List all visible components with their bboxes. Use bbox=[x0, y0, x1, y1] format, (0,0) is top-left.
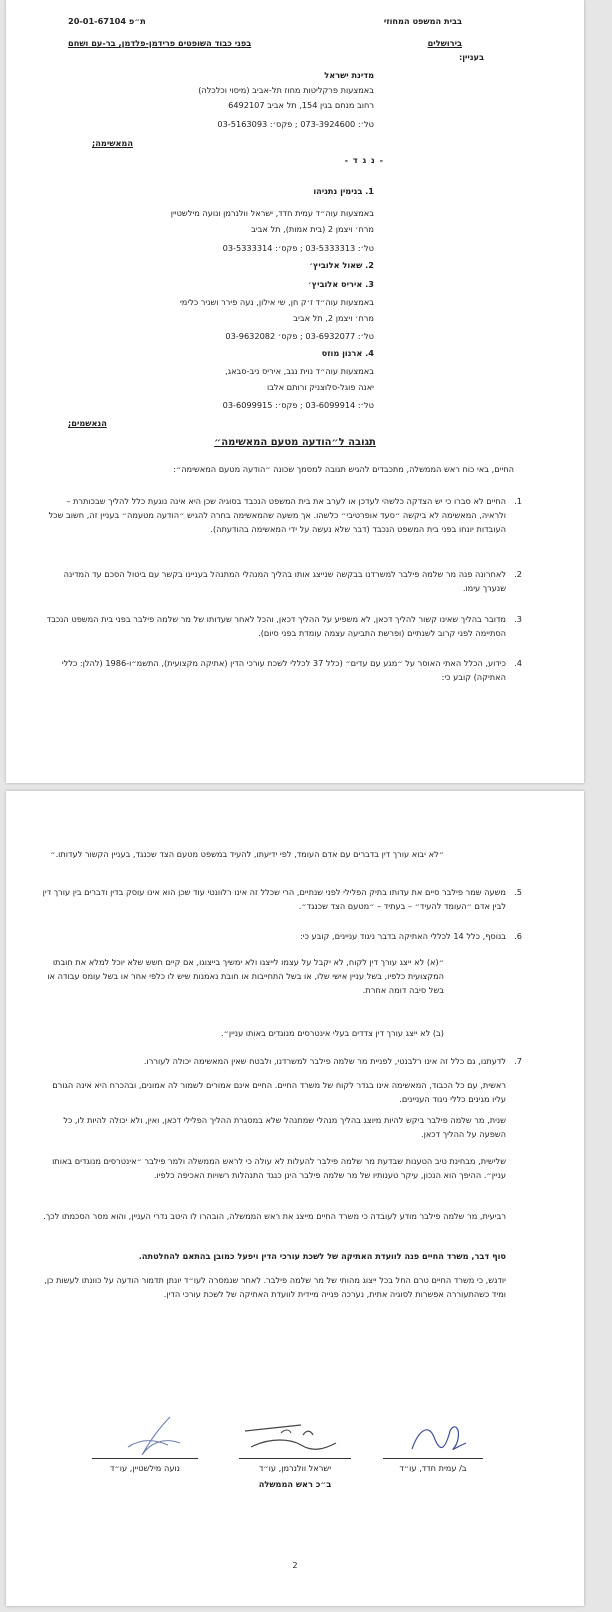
paragraph-2-text: לאחרונה פנה מר שלמה פילבר למשרדנו בבקשה שנייצג אותו בהליך המנהלי המתנהל בעניינו בקשר עם ביטול הסכם עד המדינה שנערך עימו. bbox=[63, 569, 506, 593]
defendant-4-line-1: באמצעות עוה״ד נוית נגב, איריס ניב-סבאג, bbox=[225, 366, 374, 376]
prosecution-address: רחוב מנחם בגין 154, תל אביב 6492107 bbox=[228, 100, 374, 110]
quote-rule-14-b: (ב) לא ייצג עורך דין צדדים בעלי אינטרסים מנוגדים באותו עניין״. bbox=[221, 1028, 444, 1038]
signature-name-3: נועה מילשטיין, עו״ד bbox=[110, 1463, 180, 1473]
matter-label: בעניין: bbox=[458, 52, 484, 62]
defendant-4-line-3: טל׳: 03-6099914 ; פקס׳: 03-6099915 bbox=[222, 400, 374, 410]
reason-fourth: רביעית, מר שלמה פילבר מודע לעובדה כי משרד החיים מייצג את ראש הממשלה, הובהרו לו היטב נדרי העניין, והוא מסר הסכמתו לכך. bbox=[43, 1211, 506, 1221]
paragraph-3-number: 3. bbox=[514, 614, 522, 624]
court-city: בירושלים bbox=[427, 38, 462, 48]
signature-line-3 bbox=[92, 1458, 198, 1459]
defendant-4-line-2: יאנה פוגל-סלוצניק ורותם אלבו bbox=[266, 382, 374, 392]
signature-line-1 bbox=[383, 1458, 483, 1459]
defendant-1-line-2: מרח׳ ויצמן 2 (בית אמות), תל אביב bbox=[251, 224, 374, 234]
versus-line: - נ ג ד - bbox=[344, 155, 384, 165]
signature-amit-haddad bbox=[404, 1419, 474, 1459]
prosecution-name: מדינת ישראל bbox=[324, 70, 374, 80]
defendant-3-name: 3. איריס אלוביץ׳ bbox=[308, 279, 374, 289]
quote-rule-14-a: ״(א) לא ייצג עורך דין לקוח, לא יקבל על עצמו לייצגו ולא ימשיך בייצוגו, אם קיים חשש שלא יוכל למלא את חובתו המקצועית כלפיו, בשל עניין אישי שלו, או בשל התחייבות או חובת נאמנות שיש לו כלפי אחר או בשל עומס עבודה או בשל סיבה דומה אחרת. bbox=[47, 957, 444, 995]
prosecution-phone: טל׳: 073-3924600 ; פקס׳: 03-5163093 bbox=[217, 119, 374, 129]
signature-line-2 bbox=[239, 1458, 351, 1459]
judges-line: בפני כבוד השופטים פרידמן-פלדמן, בר-עם ושחם bbox=[68, 38, 252, 48]
paragraph-5-text: משעה שמר פילבר סיים את עדותו בתיק הפלילי לפני שנתיים, הרי שכלל זה אינו רלוונטי עוד שכן הוא אינו עוסק בדין ודברים בין עורך דין לבין אדם ״העומד להעיד״ – בעתיד – ״מטעם הצד שכנגד״. bbox=[42, 887, 506, 911]
closing-paragraph: יודגש, כי משרד החיים טרם החל בכל ייצוג מהותי של מר שלמה פילבר. לאחר שנמסרה לעו״ד יונתן תדמור הודעה על כוונתו לעשות כן, ומיד כשהתעוררה אפשרות לסוגיה אתית, נערכה פנייה מיידית לוועדת האתיקה של לשכת עורכי הדין. bbox=[44, 1275, 506, 1299]
signature-name-2: ישראל וולנרמן, עו״ד bbox=[258, 1463, 332, 1473]
counsel-for: ב״כ ראש הממשלה bbox=[258, 1479, 332, 1489]
paragraph-2-number: 2. bbox=[514, 569, 522, 579]
quote-rule-37: ״לא יבוא עורך דין בדברים עם אדם העומד, לפי ידיעתו, להעיד במשפט מטעם הצד שכנגד, בעניין הקשור לעדותו.״ bbox=[50, 849, 444, 859]
defendant-4-name: 4. ארנון מוזס bbox=[321, 348, 374, 358]
decision-paragraph: סוף דבר, משרד החיים פנה לוועדת האתיקה של לשכת עורכי הדין ויפעל כמובן בהתאם להחלטתה. bbox=[138, 1251, 506, 1261]
defendant-1-line-1: באמצעות עוה״ד עמית חדד, ישראל וולנרמן ונועה מילשטיין bbox=[170, 208, 374, 218]
page-number: 2 bbox=[292, 1561, 298, 1570]
paragraph-4-number: 4. bbox=[514, 658, 522, 668]
paragraph-5-number: 5. bbox=[514, 887, 522, 897]
paragraph-3-text: מדובר בהליך שאינו קשור להליך דכאן, לא משפיע על ההליך דכאן, והכל לאחר שעדותו של מר שלמה פילבר בפני בית המשפט הנכבד הסתיימה לפני קרוב לשנתיים (ופרשת התביעה עצמה עומדת בפני סיום). bbox=[46, 614, 506, 638]
document-title: תגובה ל״הודעה מטעם המאשימה״ bbox=[214, 437, 376, 448]
paragraph-1-number: 1. bbox=[514, 496, 522, 506]
reason-third: שלישית, מבחינת טיב הטענות שבדעת מר שלמה פילבר להעלות לא עולה כי לראש הממשלה ולמר פילבר ״אינטרסים מנוגדים באותו עניין״. ההיפך הוא הנכון, עיקר טענותיו של מר שלמה פילבר הינן כנגד התנהלות רשויות האכיפה כלפיו. bbox=[52, 1156, 506, 1180]
defendant-3-line-2: מרח׳ ויצמן 2, תל אביב bbox=[293, 313, 374, 323]
paragraph-6-text: בנוסף, כלל 14 לכללי האתיקה בדבר ניגוד עניינים, קובע כי: bbox=[300, 931, 506, 941]
reason-first: ראשית, עם כל הכבוד, המאשימה אינו בגדר לקוח של משרד החיים. החיים אינם אמורים לשמור לה אמונים, ובהכרח היא אינה הגורם עליו מגינים כללי ניגוד העניינים. bbox=[52, 1080, 506, 1104]
defendants-role: הנאשמים; bbox=[68, 418, 107, 428]
paragraph-4-text: כידוע, הכלל האתי האוסר על ״מגע עם עדים״ (כלל 37 לכללי לשכת עורכי הדין (אתיקה מקצועית), התשמ״ו-1986 (להלן: כללי האתיקה) קובע כי: bbox=[61, 658, 506, 682]
defendant-3-line-1: באמצעות עוה״ד ז׳ק חן, שי אילון, נעה פירר ושניר כלימי bbox=[179, 297, 374, 307]
signature-name-1: ב/ עמית חדד, עו״ד bbox=[399, 1463, 467, 1473]
document-page-2 bbox=[6, 791, 584, 1606]
defendant-2-name: 2. שאול אלוביץ׳ bbox=[309, 260, 374, 270]
case-number: ת״פ 20-01-67104 bbox=[68, 16, 146, 26]
signature-noa-milstein bbox=[120, 1413, 190, 1459]
paragraph-1-text: החיים לא סברו כי יש הצדקה כלשהי לעדכן או לערב את בית המשפט הנכבד בסוגיה שכן היא אינה נוגעת כלל להליך שבכותרת – ולראיה, המאשימה לא ביקשה ״סעד אופרטיבי״ כלשהו. אך משעה שהמאשימה בחרה להגיש ״הודעה מטעמה״ בעניין זה, חשוב שכל העובדות יונחו בפני בית המשפט הנכבד (דבר שלא נעשה על ידי המאשימה בהודעתה). bbox=[48, 496, 506, 534]
reason-second: שנית, מר שלמה פילבר ביקש להיות מיוצג בהליך מנהלי שמתנהל שלא במסגרת ההליך הפלילי דכאן, ואין, ולא יכולה להיות לו, כל השפעה על ההליך דכאן. bbox=[63, 1115, 506, 1139]
defendant-1-name: 1. בנימין נתניהו bbox=[313, 186, 374, 196]
signature-israel-wolnerman bbox=[241, 1417, 341, 1459]
defendant-3-line-3: טל׳: 03-6932077 ; פקס׳ 03-9632082 bbox=[225, 331, 374, 341]
paragraph-6-number: 6. bbox=[514, 931, 522, 941]
defendant-1-line-3: טל׳: 03-5333313 ; פקס׳: 03-5333314 bbox=[222, 243, 374, 253]
intro-paragraph: החיים, באי כוח ראש הממשלה, מתכבדים להגיש תגובה למסמך שכונה ״הודעה מטעם המאשימה״: bbox=[173, 464, 514, 474]
court-name: בבית המשפט המחוזי bbox=[383, 16, 462, 26]
prosecution-rep: באמצעות פרקליטות מחוז תל-אביב (מיסוי וכלכלה) bbox=[198, 85, 374, 95]
paragraph-7-number: 7. bbox=[514, 1056, 522, 1066]
prosecution-role: המאשימה; bbox=[92, 138, 133, 148]
paragraph-7-text: לדעתנו, גם כלל זה אינו רלבנטי, לפניית מר שלמה פילבר למשרדנו, ולבטח שאין המאשימה יכולה לעוררו. bbox=[143, 1056, 506, 1066]
document-page-1 bbox=[6, 0, 584, 783]
